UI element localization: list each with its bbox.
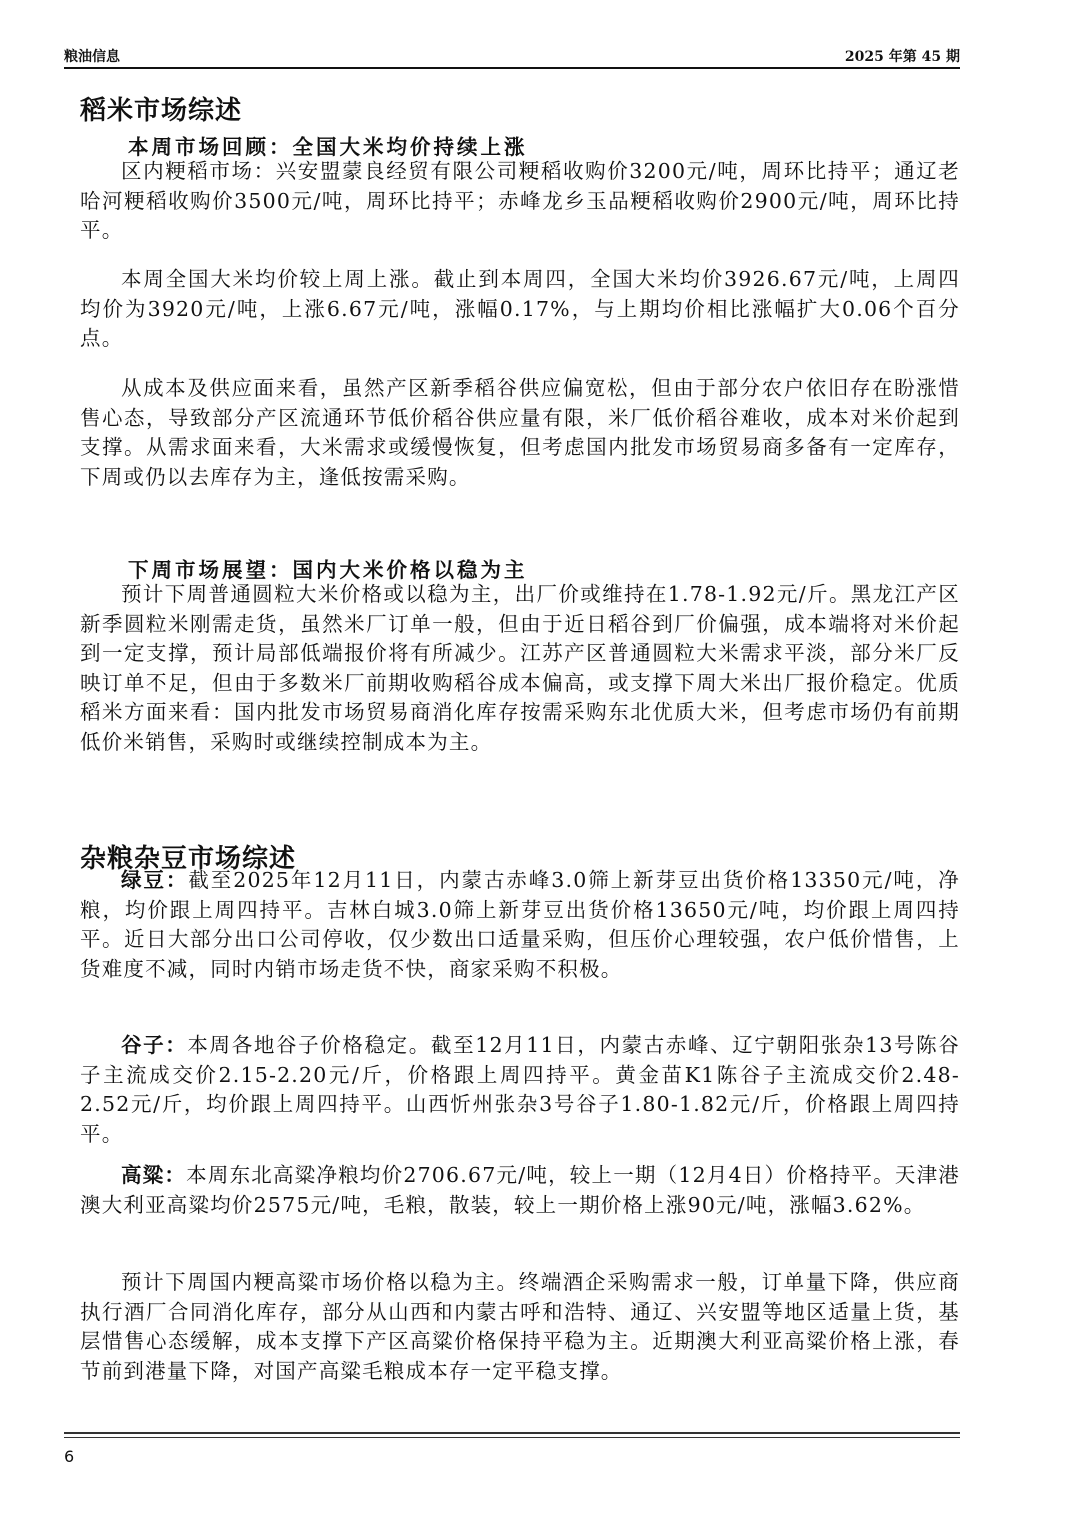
publication-name: 粮油信息 (64, 49, 120, 65)
running-header (64, 44, 960, 68)
rice-paragraph-2: 本周全国大米均价较上周上涨。截止到本周四，全国大米均价3926.67元/吨，上周四均价为3920元/吨，上涨6.67元/吨，涨幅0.17%，与上期均价相比涨幅扩大0.06个百分点。 (80, 267, 960, 350)
mungbean-text: 截至2025年12月11日，内蒙古赤峰3.0筛上新芽豆出货价格13350元/吨，净粮，均价跟上周四持平。吉林白城3.0筛上新芽豆出货价格13650元/吨，均价跟上周四持平。近日大部分出口公司停收，仅少数出口适量采购，但压价心理较强，农户低价惜售，上货难度不减，同时内销市场走货不快，商家采购不积极。 (80, 868, 961, 981)
millet-text: 本周各地谷子价格稳定。截至12月11日，内蒙古赤峰、辽宁朝阳张杂13号陈谷子主流成交价2.15-2.20元/斤，价格跟上周四持平。黄金苗K1陈谷子主流成交价2.48-2.52元/斤，均价跟上周四持平。山西忻州张杂3号谷子1.80-1.82元/斤，价格跟上周四持平。 (80, 1033, 960, 1146)
millet-label: 谷子： (121, 1033, 188, 1057)
footer-rule-thin (64, 1437, 960, 1438)
rice-review-heading: 本周市场回顾：全国大米均价持续上涨 (128, 135, 528, 159)
footer-rule-thick (64, 1432, 960, 1434)
rice-paragraph-1: 区内粳稻市场：兴安盟蒙良经贸有限公司粳稻收购价3200元/吨，周环比持平；通辽老哈河粳稻收购价3500元/吨，周环比持平；赤峰龙乡玉品粳稻收购价2900元/吨，周环比持平。 (80, 159, 960, 242)
sorghum-text: 本周东北高粱净粮均价2706.67元/吨，较上一期（12月4日）价格持平。天津港澳大利亚高粱均价2575元/吨，毛粮，散装，较上一期价格上涨90元/吨，涨幅3.62%。 (80, 1163, 960, 1217)
millet-paragraph (80, 1031, 960, 1149)
sorghum-paragraph (80, 1161, 960, 1220)
mungbean-paragraph (80, 866, 960, 984)
page-number: 6 (64, 1447, 75, 1466)
rice-paragraph-3: 从成本及供应面来看，虽然产区新季稻谷供应偏宽松，但由于部分农户依旧存在盼涨惜售心态，导致部分产区流通环节低价稻谷供应量有限，米厂低价稻谷难收，成本对米价起到支撑。从需求面来看，大米需求或缓慢恢复，但考虑国内批发市场贸易商多备有一定库存，下周或仍以去库存为主，逢低按需采购。 (80, 376, 960, 489)
rice-paragraph-4: 预计下周普通圆粒大米价格或以稳为主，出厂价或维持在1.78-1.92元/斤。黑龙江产区新季圆粒米刚需走货，虽然米厂订单一般，但由于近日稻谷到厂价偏强，成本端将对米价起到一定支撑，预计局部低端报价将有所减少。江苏产区普通圆粒大米需求平淡，部分米厂反映订单不足，但由于多数米厂前期收购稻谷成本偏高，或支撑下周大米出厂报价稳定。优质稻米方面来看：国内批发市场贸易商消化库存按需采购东北优质大米，但考虑市场仍有前期低价米销售，采购时或继续控制成本为主。 (80, 582, 960, 754)
header-rule (64, 67, 960, 69)
mungbean-label: 绿豆： (121, 868, 189, 892)
rice-section-title: 稻米市场综述 (80, 96, 243, 126)
issue-number: 2025 年第 45 期 (844, 49, 960, 65)
rice-outlook-heading: 下周市场展望：国内大米价格以稳为主 (128, 558, 528, 582)
sorghum-label: 高粱： (121, 1163, 187, 1187)
sorghum-outlook-paragraph: 预计下周国内粳高粱市场价格以稳为主。终端酒企采购需求一般，订单量下降，供应商执行酒厂合同消化库存，部分从山西和内蒙古呼和浩特、通辽、兴安盟等地区适量上货，基层惜售心态缓解，成本支撑下产区高粱价格保持平稳为主。近期澳大利亚高粱价格上涨，春节前到港量下降，对国产高粱毛粮成本存一定平稳支撑。 (80, 1270, 960, 1383)
grains-section-title: 杂粮杂豆市场综述 (80, 844, 297, 874)
